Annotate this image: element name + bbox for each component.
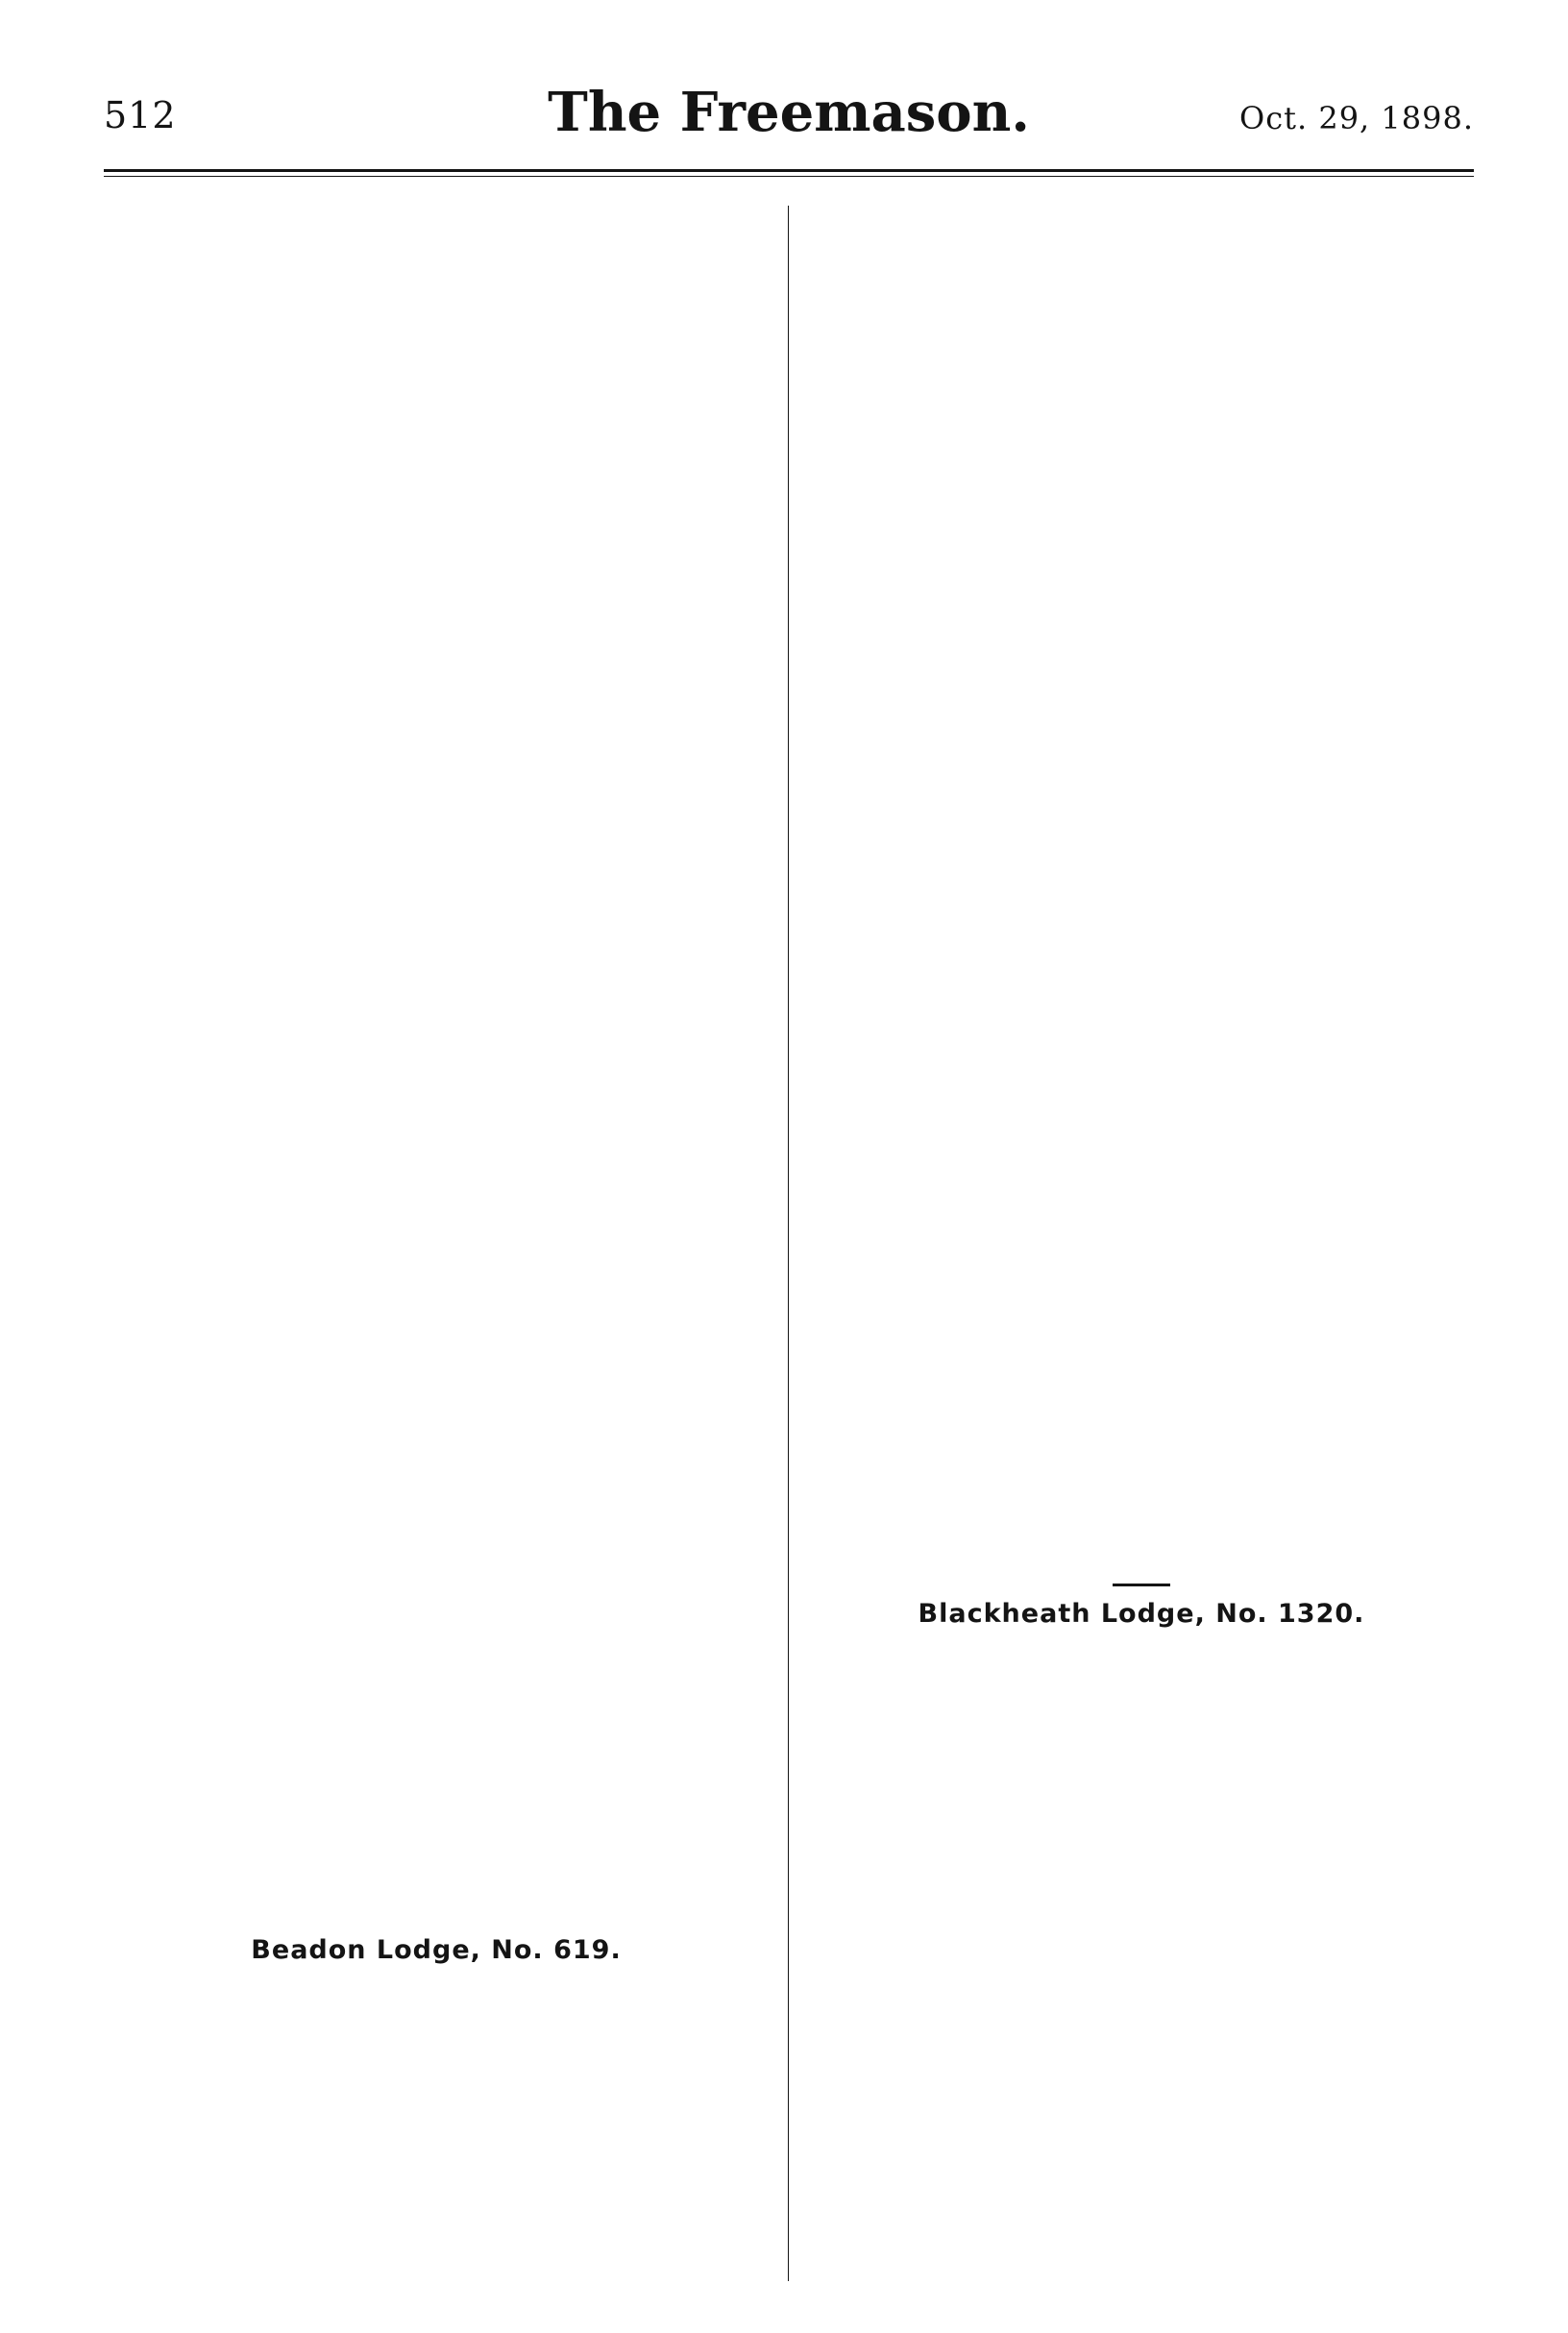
column-divider xyxy=(788,206,789,2281)
section-divider-rule xyxy=(1113,1584,1170,1586)
right-column xyxy=(809,206,1474,2281)
paper-title: The Freemason. xyxy=(548,81,1030,144)
text-columns xyxy=(104,206,1474,2281)
masthead-rule-thin xyxy=(104,176,1474,177)
blackheath-lodge-report xyxy=(809,1641,1474,2081)
left-column xyxy=(104,206,769,2281)
masthead-rule xyxy=(104,169,1474,172)
continued-lodge-report xyxy=(104,206,769,1926)
beadon-lodge-heading: Beadon Lodge, No. 619. xyxy=(251,1935,622,1965)
page-number: 512 xyxy=(104,94,177,136)
blackheath-lodge-heading: Blackheath Lodge, No. 1320. xyxy=(918,1599,1365,1629)
beadon-lodge-report xyxy=(104,1976,769,2081)
masthead xyxy=(104,81,1474,160)
continued-lodge-report-right xyxy=(809,206,1474,1574)
issue-date: Oct. 29, 1898. xyxy=(1238,100,1474,136)
newspaper-page xyxy=(104,81,1474,2281)
